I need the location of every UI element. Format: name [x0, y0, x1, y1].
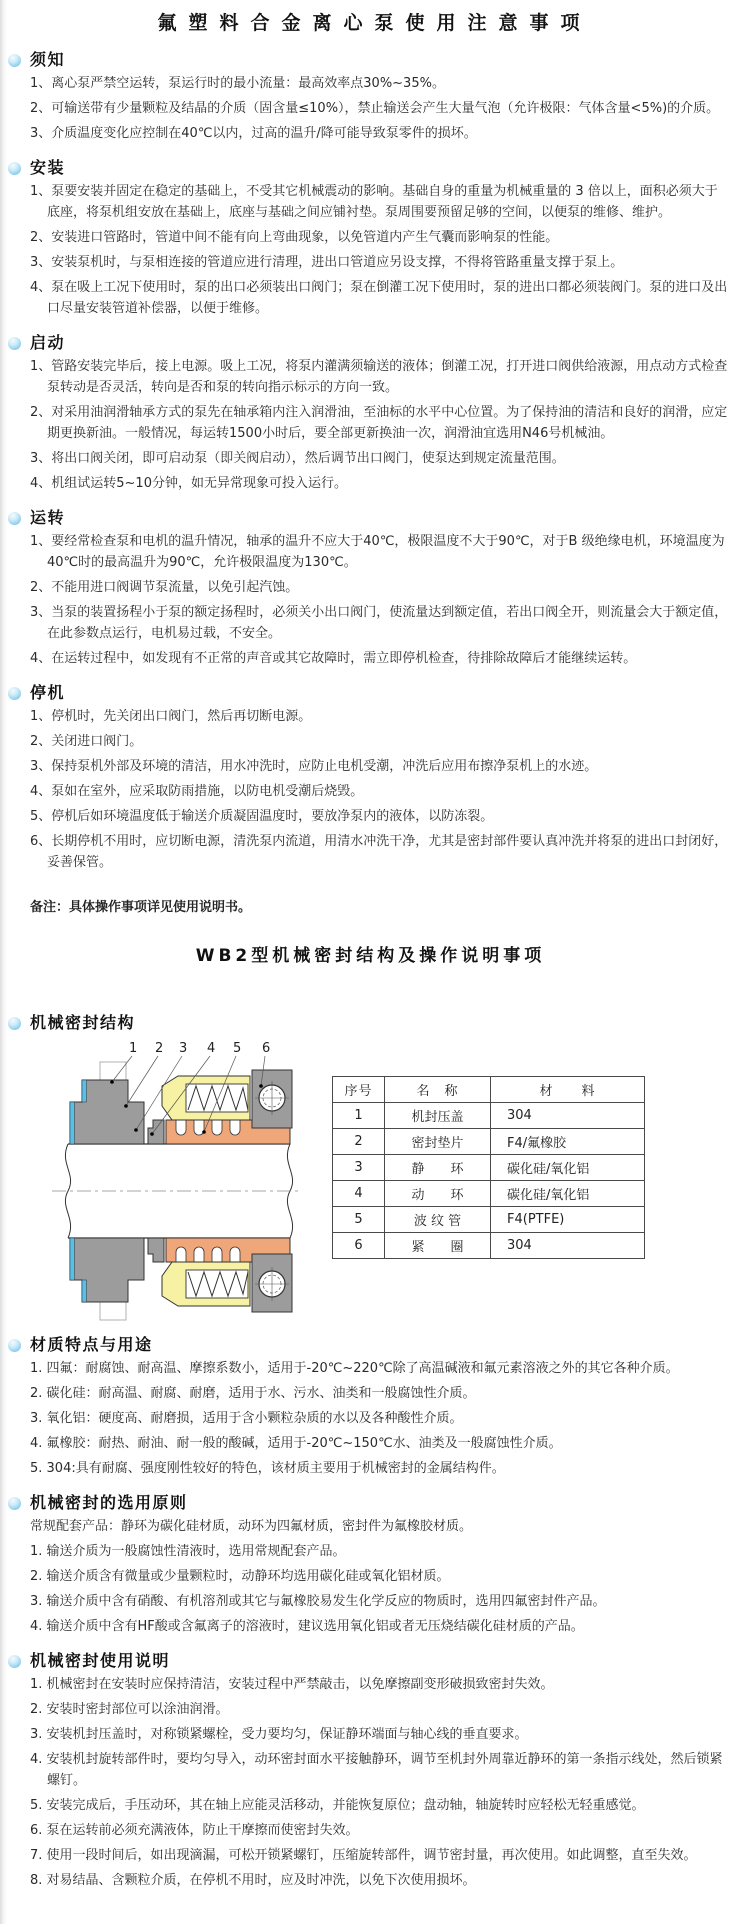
list-item: 7. 使用一段时间后，如出现滴漏，可松开锁紧螺钉，压缩旋转部件，调节密封量，再次使用。如此调整，直至失效。: [30, 1848, 697, 1863]
list-item: 3、保持泵机外部及环境的清洁，用水冲洗时，应防止电机受潮，冲洗后应用布擦净泵机上的水迹。: [30, 759, 598, 774]
list-item: 3、安装泵机时，与泵相连接的管道应进行清理，进出口管道应另设支撑，不得将管路重量支撑于泵上。: [30, 255, 624, 270]
table-cell: F4/氟橡胶: [491, 1129, 645, 1155]
list-item: 6. 泵在运转前必须充满液体，防止干摩擦而使密封失效。: [30, 1823, 359, 1838]
section-items: [8, 706, 729, 873]
section-block: [8, 1492, 729, 1637]
list-item: 3、当泵的装置扬程小于泵的额定扬程时，必须关小出口阀门，使流量达到额定值，若出口阀全开，则流量会大于额定值，在此参数点运行，电机易过载，不安全。: [30, 605, 728, 641]
table-cell: 2: [333, 1129, 385, 1155]
section-items: [8, 356, 729, 494]
table-row: [333, 1103, 645, 1129]
seal-parts-table: [332, 1076, 645, 1259]
table-header-cell: 材 料: [491, 1077, 645, 1103]
table-row: [333, 1233, 645, 1259]
section-block: [8, 1650, 729, 1891]
section-header: [8, 157, 729, 179]
table-cell: 波 纹 管: [385, 1207, 491, 1233]
section-items: [8, 73, 729, 144]
section-header: [8, 507, 729, 529]
diagram-wrap: [52, 1036, 302, 1325]
list-item: 8. 对易结晶、含颗粒介质，在停机不用时，应及时冲洗，以免下次使用损坏。: [30, 1873, 476, 1888]
section-block: [8, 49, 729, 144]
list-item: 1、管路安装完毕后，接上电源。吸上工况，将泵内灌满须输送的液体；倒灌工况，打开进口阀供给液源，用点动方式检查泵转动是否灵活，转向是否和泵的转向指示标示的方向一致。: [30, 359, 728, 395]
list-item: 3. 输送介质中含有硝酸、有机溶剂或其它与氟橡胶易发生化学反应的物质时，选用四氟密封件产品。: [30, 1594, 606, 1609]
table-row: [333, 1181, 645, 1207]
page-title-2: WB2型机械密封结构及操作说明事项: [195, 946, 546, 966]
section-bullet-icon: [8, 162, 21, 175]
list-item: 4、泵在吸上工况下使用时，泵的出口必须装出口阀门；泵在倒灌工况下使用时，泵的进出口都必须装阀门。泵的进口及出口尽量安装管道补偿器，以便于维修。: [30, 280, 728, 316]
table-cell: 6: [333, 1233, 385, 1259]
table-cell: 机封压盖: [385, 1103, 491, 1129]
section-bullet-icon: [8, 1497, 21, 1510]
list-item: 4、机组试运转5~10分钟，如无异常现象可投入运行。: [30, 476, 347, 491]
section-block: [8, 332, 729, 494]
list-item: 1、离心泵严禁空运转，泵运行时的最小流量：最高效率点30%~35%。: [30, 76, 445, 91]
table-cell: 密封垫片: [385, 1129, 491, 1155]
list-item: 2、安装进口管路时，管道中间不能有向上弯曲现象，以免管道内产生气囊而影响泵的性能。: [30, 230, 559, 245]
list-item: 6、长期停机不用时，应切断电源，清洗泵内流道，用清水冲洗干净，尤其是密封部件要认真冲洗并将泵的进出口封闭好，妥善保管。: [30, 834, 728, 870]
part-label-5: 5: [233, 1041, 242, 1056]
list-item: 5. 304:具有耐腐、强度刚性较好的特色，该材质主要用于机械密封的金属结构件。: [30, 1461, 505, 1476]
section-heading: 材质特点与用途: [30, 1335, 153, 1354]
part-label-3: 3: [179, 1041, 188, 1056]
section-header: [8, 49, 729, 71]
table-cell: 动 环: [385, 1181, 491, 1207]
list-item: 2、对采用油润滑轴承方式的泵先在轴承箱内注入润滑油，至油标的水平中心位置。为了保持油的清洁和良好的润滑，应定期更换新油。一般情况，每运转1500小时后，要全部更新换油一次，润滑油宜选用N46号机械油。: [30, 405, 728, 441]
seal-instruction-sections: [8, 1334, 729, 1891]
list-item: 3. 安装机封压盖时，对称锁紧螺栓，受力要均匀，保证静环端面与轴心线的垂直要求。: [30, 1727, 528, 1742]
section-heading: 停机: [30, 683, 66, 702]
part-label-4: 4: [207, 1041, 216, 1056]
table-cell: 304: [491, 1103, 645, 1129]
section-header: [8, 1334, 729, 1356]
note-line: 备注：具体操作事项详见使用说明书。: [30, 900, 252, 915]
section-header: [8, 1650, 729, 1672]
table-cell: 304: [491, 1233, 645, 1259]
table-cell: 碳化硅/氧化铝: [491, 1181, 645, 1207]
list-item: 1、泵要安装并固定在稳定的基础上，不受其它机械震动的影响。基础自身的重量为机械重量的 3 倍以上，面积必须大于底座，将泵机组安放在基础上，底座与基础之间应铺衬垫。泵周围要预留足够的空间，以便泵的维修、维护。: [30, 184, 718, 220]
list-item: 2. 输送介质含有微量或少量颗粒时，动静环均选用碳化硅或氧化铝材质。: [30, 1569, 450, 1584]
list-item: 1、要经常检查泵和电机的温升情况，轴承的温升不应大于40℃，极限温度不大于90℃，对于B 级绝缘电机，环境温度为40℃时的最高温升为90℃，允许极限温度为130℃。: [30, 534, 725, 570]
section-intro: 常规配套产品：静环为碳化硅材质，动环为四氟材质，密封件为氟橡胶材质。: [30, 1519, 473, 1534]
list-item: 5. 安装完成后，手压动环，其在轴上应能灵活移动，并能恢复原位；盘动轴，轴旋转时应轻松无轻重感觉。: [30, 1798, 645, 1813]
page-title: 氟塑料合金离心泵使用注意事项: [157, 12, 592, 34]
list-item: 3、介质温度变化应控制在40℃以内，过高的温升/降可能导致泵零件的损坏。: [30, 126, 477, 141]
section-header: [8, 1492, 729, 1514]
list-item: 3. 氧化铝：硬度高、耐磨损，适用于含小颗粒杂质的水以及各种酸性介质。: [30, 1411, 463, 1426]
mechanical-seal-diagram: [52, 1036, 302, 1321]
table-cell: 紧 圈: [385, 1233, 491, 1259]
list-item: 1. 输送介质为一般腐蚀性清液时，选用常规配套产品。: [30, 1544, 346, 1559]
section-bullet-icon: [8, 687, 21, 700]
section-items: [8, 1674, 729, 1891]
seal-structure-section: [8, 1012, 729, 1321]
list-item: 4. 输送介质中含有HF酸或含氟离子的溶液时，建议选用氧化铝或者无压烧结碳化硅材质的产品。: [30, 1619, 584, 1634]
list-item: 3、将出口阀关闭，即可启动泵（即关阀启动），然后调节出口阀门，使泵达到规定流量范围。: [30, 451, 565, 466]
section-items: [8, 181, 729, 319]
section-header: [8, 1012, 729, 1034]
section-bullet-icon: [8, 54, 21, 67]
section-bullet-icon: [8, 1655, 21, 1668]
section-bullet-icon: [8, 512, 21, 525]
section-heading: 运转: [30, 508, 66, 527]
section-items: [8, 1358, 729, 1479]
section-bullet-icon: [8, 337, 21, 350]
table-cell: 碳化硅/氧化铝: [491, 1155, 645, 1181]
part-label-1: 1: [129, 1041, 138, 1056]
pump-notice-sections: [8, 49, 729, 873]
list-item: 1、停机时，先关闭出口阀门，然后再切断电源。: [30, 709, 312, 724]
table-row: [333, 1155, 645, 1181]
table-row: [333, 1207, 645, 1233]
structure-row: [8, 1036, 729, 1321]
list-item: 2、可输送带有少量颗粒及结晶的介质（固含量≤10%），禁止输送会产生大量气泡（允许极限：气体含量<5%)的介质。: [30, 101, 720, 116]
section-heading: 安装: [30, 158, 66, 177]
table-cell: 4: [333, 1181, 385, 1207]
section-block: [8, 507, 729, 669]
section-items: [8, 1516, 729, 1637]
section-bullet-icon: [8, 1017, 21, 1030]
table-header-row: [333, 1077, 645, 1103]
list-item: 4. 氟橡胶：耐热、耐油、耐一般的酸碱，适用于-20℃~150℃水、油类及一般腐蚀性介质。: [30, 1436, 562, 1451]
part-label-6: 6: [262, 1041, 271, 1056]
shaft-break-left: [65, 1144, 70, 1238]
section-bullet-icon: [8, 1339, 21, 1352]
table-cell: F4(PTFE): [491, 1207, 645, 1233]
section-heading: 须知: [30, 50, 66, 69]
section-header: [8, 682, 729, 704]
section-items: [8, 531, 729, 669]
section-header: [8, 332, 729, 354]
section-block: [8, 157, 729, 319]
section-block: [8, 682, 729, 873]
list-item: 4、在运转过程中，如发现有不正常的声音或其它故障时，需立即停机检查，待排除故障后才能继续运转。: [30, 651, 637, 666]
table-header-cell: 名 称: [385, 1077, 491, 1103]
part-label-2: 2: [155, 1041, 164, 1056]
table-cell: 5: [333, 1207, 385, 1233]
section-heading: 机械密封使用说明: [30, 1651, 171, 1670]
list-item: 2. 碳化硅：耐高温、耐腐、耐磨，适用于水、污水、油类和一般腐蚀性介质。: [30, 1386, 476, 1401]
table-cell: 1: [333, 1103, 385, 1129]
table-cell: 静 环: [385, 1155, 491, 1181]
list-item: 5、停机后如环境温度低于输送介质凝固温度时，要放净泵内的液体，以防冻裂。: [30, 809, 494, 824]
table-row: [333, 1129, 645, 1155]
list-item: 2、关闭进口阀门。: [30, 734, 143, 749]
list-item: 2. 安装时密封部位可以涂油润滑。: [30, 1702, 229, 1717]
list-item: 1. 机械密封在安装时应保持清洁，安装过程中严禁敲击，以免摩擦副变形破损致密封失效。: [30, 1677, 554, 1692]
list-item: 2、不能用进口阀调节泵流量，以免引起汽蚀。: [30, 580, 299, 595]
list-item: 4. 安装机封旋转部件时，要均匀导入，动环密封面水平接触静环，调节至机封外周靠近静环的第一条指示线处，然后锁紧螺钉。: [30, 1752, 723, 1788]
section-heading: 机械密封结构: [30, 1013, 136, 1032]
list-item: 1. 四氟：耐腐蚀、耐高温、摩擦系数小，适用于-20℃~220℃除了高温碱液和氟元素溶液之外的其它各种介质。: [30, 1361, 679, 1376]
list-item: 4、泵如在室外，应采取防雨措施，以防电机受潮后烧毁。: [30, 784, 364, 799]
table-cell: 3: [333, 1155, 385, 1181]
section-block: [8, 1334, 729, 1479]
section-heading: 机械密封的选用原则: [30, 1493, 188, 1512]
table-header-cell: 序号: [333, 1077, 385, 1103]
section-heading: 启动: [30, 333, 66, 352]
